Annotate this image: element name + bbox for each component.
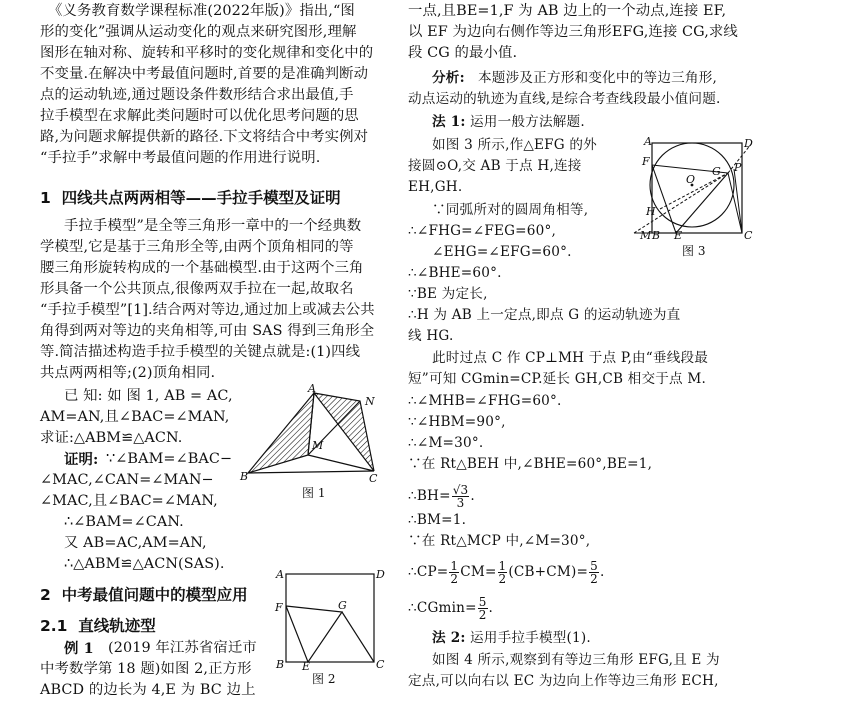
analysis-label: 分析: [432, 70, 465, 86]
proof-line: 又 AB=AC,AM=AN, [64, 535, 207, 551]
p1-line: 等.简洁描述构造手拉手模型的关键点就是:(1)四线 [40, 344, 361, 360]
svg-text:E: E [302, 660, 311, 670]
p1-line: 手拉手模型”是全等三角形一章中的一个经典数 [64, 218, 362, 234]
p1-line: “手拉手模型”[1].结合两对等边,通过加上或减去公共 [40, 302, 375, 318]
cg-min-equation: ∴CGmin= $\frac{5}{2}$ . [408, 594, 494, 622]
svg-text:O: O [686, 173, 696, 186]
example-line: 中考数学第 18 题)如图 2,正方形 [40, 661, 252, 677]
figure-3-caption: 图 3 [682, 244, 706, 258]
svg-text:C: C [369, 472, 378, 485]
m1-line: ∵在 Rt△MCP 中,∠M=30°, [408, 533, 591, 549]
figure-3 [630, 135, 760, 243]
m1-line: ∴BM=1. [408, 512, 467, 528]
m1-line: ∵BE 为定长, [408, 286, 488, 302]
svg-text:C: C [376, 658, 385, 670]
svg-text:P: P [734, 161, 742, 174]
m1-line: ∴∠BHE=60°. [408, 265, 502, 281]
m1-line: ∠EHG=∠EFG=60°. [432, 244, 572, 260]
intro-line: “手拉手”求解中考最值问题的作用进行说明. [40, 150, 321, 166]
cont-line: 一点,且BE=1,F 为 AB 边上的一个动点,连接 EF, [408, 3, 727, 19]
svg-text:A: A [308, 383, 316, 395]
subsection-heading-2-1: 2.1 直线轨迹型 [40, 617, 156, 635]
cp-equation: ∴CP= $\frac{1}{2}$ CM= $\frac{1}{2}$ (CB+CM)= $\frac{5}{2}$ . [408, 558, 605, 586]
section-heading-1: 1 四线共点两两相等——手拉手模型及证明 [40, 189, 341, 207]
intro-line: 拉手模型在求解此类问题时可以优化思考问题的思 [40, 108, 359, 124]
intro-line: 不变量.在解决中考最值问题时,首要的是准确判断动 [40, 66, 369, 82]
example-line: ABCD 的边长为 4,E 为 BC 边上 [40, 682, 256, 698]
method-1-title: 运用一般方法解题. [470, 114, 585, 130]
m1-line: 线 HG. [408, 328, 454, 344]
intro-line: 路,为问题求解提供新的路径.下文将结合中考实例对 [40, 129, 369, 145]
bh-fraction: $\frac{√3}{3}$ [452, 482, 469, 510]
svg-text:D: D [376, 568, 385, 581]
intro-line: 点的运动轨迹,通过题设条件数形结合求出最值,手 [40, 87, 354, 103]
m1-line: 此时过点 C 作 CP⊥MH 于点 P,由“垂线段最 [432, 350, 709, 366]
svg-text:M: M [312, 439, 324, 452]
m2-line: 如图 4 所示,观察到有等边三角形 EFG,且 E 为 [432, 652, 720, 668]
section-heading-2: 2 中考最值问题中的模型应用 [40, 586, 248, 604]
intro-line: 《义务教育数学课程标准(2022年版)》指出,“图 [48, 3, 355, 19]
m1-line: ∴∠FHG=∠FEG=60°, [408, 223, 556, 239]
method-2-label: 法 2: [432, 630, 466, 646]
p1-line: 共点两两相等;(2)顶角相同. [40, 365, 216, 381]
figure-2 [270, 566, 386, 670]
known-line: 已 知: 如 图 1, AB = AC, [64, 388, 233, 404]
proof-line: ∠MAC,且∠BAC=∠MAN, [40, 493, 218, 509]
svg-text:B: B [276, 658, 285, 670]
example-line: (2019 年江苏省宿迁市 [108, 640, 257, 656]
analysis-line: 动点运动的轨迹为直线,是综合考查线段最小值问题. [408, 91, 721, 107]
proof-line: ∴△ABM≌△ACN(SAS). [64, 556, 225, 572]
p1-line: 角得到两对等边的夹角相等,可由 SAS 得到三角形全 [40, 323, 375, 339]
known-line: 求证:△ABM≌△ACN. [40, 430, 183, 446]
m1-line: ∵同弧所对的圆周角相等, [432, 202, 589, 218]
m1-line: ∴∠M=30°. [408, 435, 484, 451]
svg-text:G: G [712, 165, 721, 178]
m1-line: ∴H 为 AB 上一定点,即点 G 的运动轨迹为直 [408, 307, 681, 323]
cont-line: 段 CG 的最小值. [408, 45, 518, 61]
m1-line: EH,GH. [408, 179, 463, 195]
cp-label: ∴CP= [408, 563, 449, 580]
p1-line: 学模型,它是基于三角形全等,由两个顶角相同的等 [40, 239, 354, 255]
figure-2-caption: 图 2 [312, 672, 336, 686]
m2-line: 定点,可以向右以 EC 为边向上作等边三角形 ECH, [408, 673, 719, 689]
svg-text:H: H [646, 205, 656, 218]
m1-line: ∵∠HBM=90°, [408, 414, 506, 430]
analysis-line: 本题涉及正方形和变化中的等边三角形, [478, 70, 718, 86]
figure-1 [238, 383, 384, 485]
method-1-label: 法 1: [432, 114, 466, 130]
intro-line: 形的变化”强调从运动变化的观点来研究图形,理解 [40, 24, 357, 40]
svg-text:B: B [240, 470, 249, 483]
svg-text:A: A [644, 135, 652, 148]
cg-min-label: ∴CGmin= [408, 599, 477, 616]
svg-text:D: D [744, 137, 753, 150]
proof-line: ∠MAC,∠CAN=∠MAN− [40, 472, 214, 488]
proof-label: 证明: [64, 451, 99, 468]
m1-line: 短”可知 CGmin=CP.延长 GH,CB 相交于点 M. [408, 371, 706, 387]
bh-label: ∴BH= [408, 487, 451, 504]
figure-1-caption: 图 1 [302, 486, 326, 500]
proof-line: ∵∠BAM=∠BAC− [106, 451, 233, 467]
svg-text:C: C [744, 229, 753, 242]
svg-text:F: F [275, 601, 283, 614]
intro-line: 图形在轴对称、旋转和平移时的变化规律和变化中的 [40, 45, 374, 61]
bh-equation: ∴BH= $\frac{√3}{3}$ . [408, 482, 475, 510]
svg-text:A: A [276, 568, 284, 581]
proof-line: ∴∠BAM=∠CAN. [64, 514, 184, 530]
example-label: 例 1 [64, 640, 94, 657]
m1-line: 如图 3 所示,作△EFG 的外 [432, 137, 597, 153]
svg-text:E: E [674, 229, 683, 242]
svg-text:G: G [338, 599, 347, 612]
m1-line: 接圆⊙O,交 AB 于点 H,连接 [408, 158, 582, 174]
m1-line: ∴∠MHB=∠FHG=60°. [408, 393, 562, 409]
p1-line: 形具备一个公共顶点,很像两双手拉在一起,故取名 [40, 281, 354, 297]
svg-text:M: M [640, 229, 652, 242]
svg-text:B: B [652, 229, 661, 242]
p1-line: 腰三角形旋转构成的一个基础模型.由于这两个三角 [40, 260, 364, 276]
svg-text:F: F [642, 155, 650, 168]
cont-line: 以 EF 为边向右侧作等边三角形EFG,连接 CG,求线 [408, 24, 738, 40]
m1-line: ∵在 Rt△BEH 中,∠BHE=60°,BE=1, [408, 456, 653, 472]
svg-text:N: N [365, 395, 375, 408]
method-2-title: 运用手拉手模型(1). [470, 630, 591, 646]
known-line: AM=AN,且∠BAC=∠MAN, [40, 409, 230, 425]
